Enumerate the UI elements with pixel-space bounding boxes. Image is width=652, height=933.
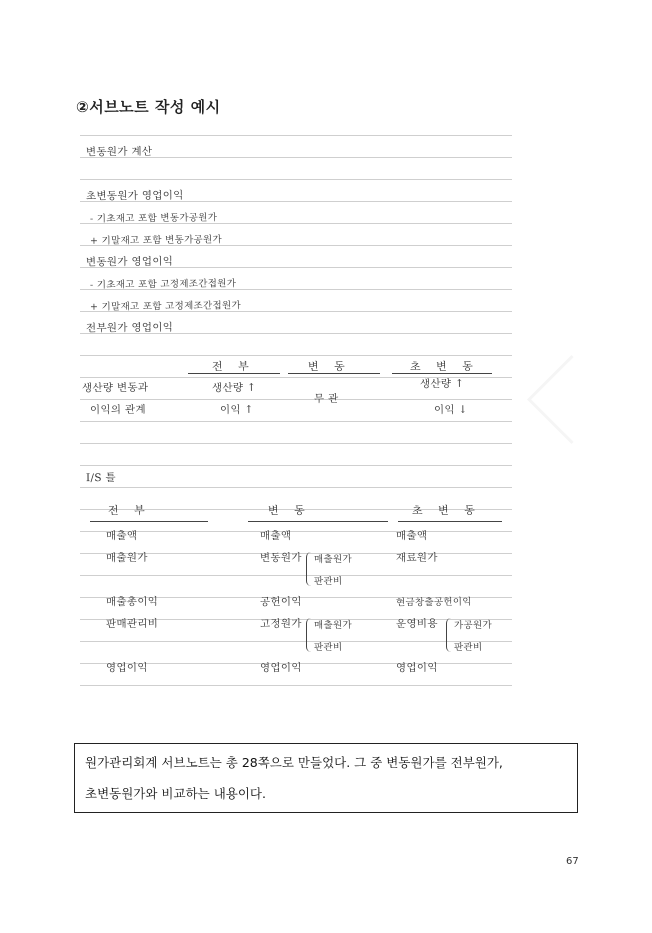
header-underline [288, 373, 380, 374]
is-absorption-item: 판매관리비 [105, 617, 159, 631]
is-absorption-item: 매출총이익 [105, 595, 159, 609]
brace [306, 552, 311, 586]
section1-line: 초변동원가 영업이익 [85, 189, 184, 203]
is-absorption-item: 영업이익 [105, 661, 148, 675]
is-variable-item: 변동원가 [259, 551, 302, 565]
is-absorption-item: 매출원가 [105, 551, 148, 565]
notebook-rule [80, 465, 512, 466]
compare-header-absorption: 전 부 [211, 359, 255, 374]
is-variable-item: 매출액 [259, 529, 292, 543]
compare-header-super: 초 변 동 [409, 359, 479, 374]
watermark-mark [527, 355, 616, 444]
section1-line: + 기말재고 포함 고정제조간접원가 [89, 300, 241, 313]
is-header-variable: 변 동 [267, 503, 311, 518]
is-absorption-item: 매출액 [105, 529, 138, 543]
compare-row-label: 생산량 변동과 [81, 381, 149, 395]
section1-title: 변동원가 계산 [85, 145, 153, 159]
is-header-super: 초 변 동 [411, 503, 481, 518]
is-variable-item: 영업이익 [259, 661, 302, 675]
compare-cell: 생산량 ↑ [211, 381, 257, 395]
brace [446, 618, 451, 652]
is-variable-sub: 판관비 [313, 641, 343, 654]
notebook-rule [80, 135, 512, 136]
is-title: I/S 틀 [85, 471, 116, 485]
is-super-item: 재료원가 [395, 551, 438, 565]
is-variable-sub: 판관비 [313, 575, 343, 588]
notebook-rule [80, 399, 512, 400]
compare-cell: 무 관 [313, 392, 339, 406]
is-super-item: 현금창출공헌이익 [395, 596, 472, 609]
section-heading: ②서브노트 작성 예시 [76, 98, 221, 116]
header-underline [392, 373, 492, 374]
is-variable-sub: 매출원가 [313, 553, 352, 566]
notebook-rule [80, 355, 512, 356]
compare-row-label: 이익의 관계 [89, 403, 146, 417]
notebook-rule [80, 179, 512, 180]
summary-box [74, 743, 578, 813]
is-variable-item: 공헌이익 [259, 595, 302, 609]
notebook-rule [80, 531, 512, 532]
notebook-rule [80, 685, 512, 686]
is-variable-item: 고정원가 [259, 617, 302, 631]
header-underline [188, 373, 280, 374]
handwritten-notebook [80, 118, 512, 698]
compare-header-variable: 변 동 [307, 359, 351, 374]
notebook-rule [80, 421, 512, 422]
is-super-sub: 가공원가 [453, 619, 492, 632]
section1-line: - 기초재고 포함 고정제조간접원가 [89, 278, 237, 291]
section1-line: - 기초재고 포함 변동가공원가 [89, 212, 218, 225]
page-number: 67 [566, 856, 579, 867]
notebook-rule [80, 443, 512, 444]
section1-line: 전부원가 영업이익 [85, 321, 174, 335]
is-super-item: 영업이익 [395, 661, 438, 675]
is-super-item: 매출액 [395, 529, 428, 543]
compare-cell: 이익 ↑ [219, 403, 254, 417]
header-underline [248, 521, 388, 522]
section1-line: 변동원가 영업이익 [85, 255, 174, 269]
is-super-sub: 판관비 [453, 641, 483, 654]
header-underline [398, 521, 502, 522]
header-underline [90, 521, 208, 522]
notebook-rule [80, 575, 512, 576]
summary-line: 원가관리회계 서브노트는 총 28쪽으로 만들었다. 그 중 변동원가를 전부원가, [85, 755, 503, 770]
is-super-item: 운영비용 [395, 617, 438, 631]
compare-cell: 생산량 ↑ [419, 377, 465, 391]
is-header-absorption: 전 부 [107, 503, 151, 518]
section1-line: + 기말재고 포함 변동가공원가 [89, 234, 223, 247]
summary-line: 초변동원가와 비교하는 내용이다. [85, 786, 266, 801]
is-variable-sub: 매출원가 [313, 619, 352, 632]
compare-cell: 이익 ↓ [433, 403, 468, 417]
brace [306, 618, 311, 652]
notebook-rule [80, 487, 512, 488]
